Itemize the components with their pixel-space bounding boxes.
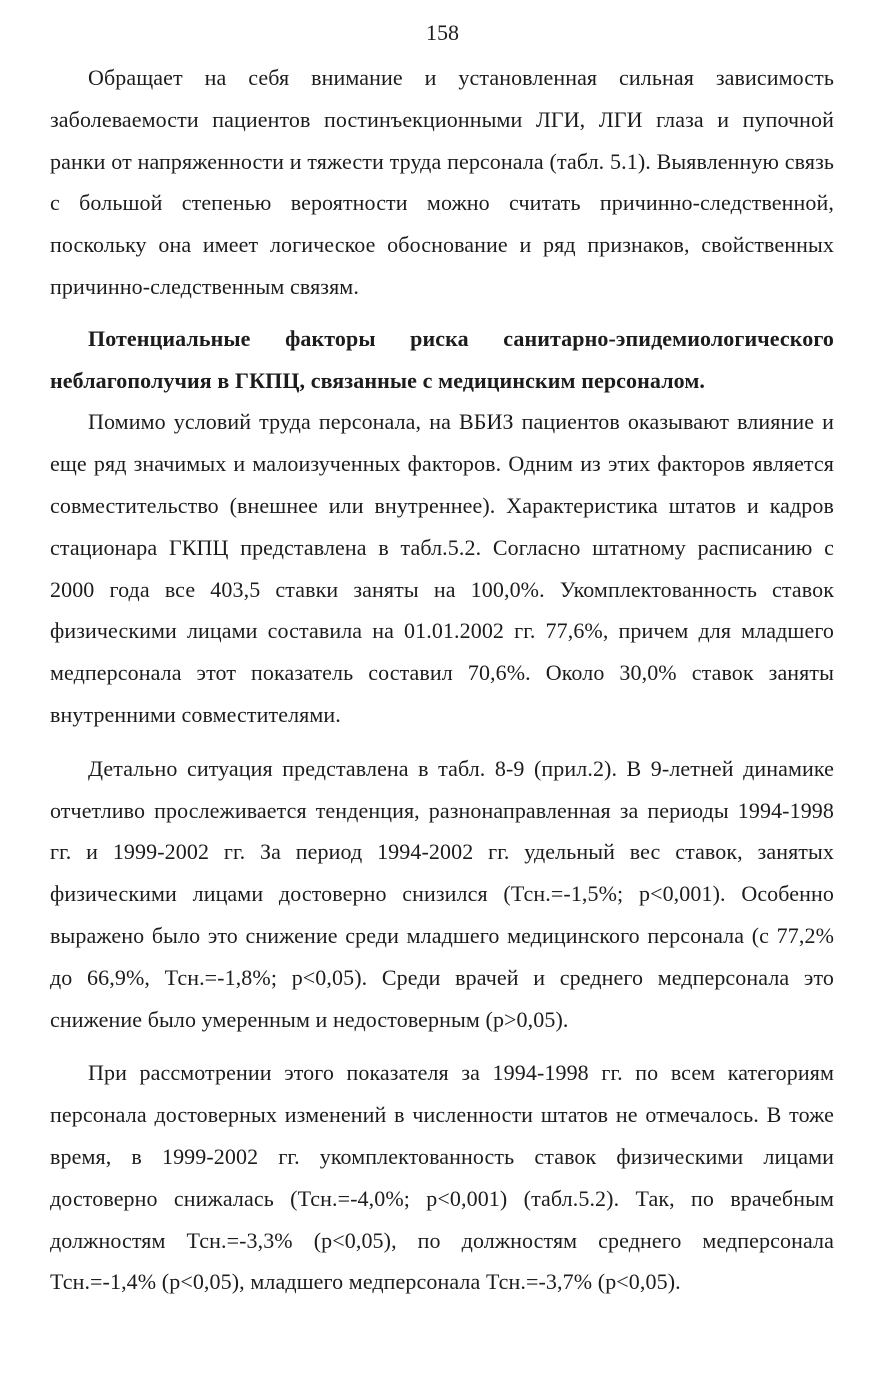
paragraph-dependency: Обращает на себя внимание и установленная сильная зависимость заболеваемости пациентов постинъекционными ЛГИ, ЛГИ глаза и пупочной ранки от напряженности и тяжести труда персонала (табл. 5.1). Выявленную связь с большой степенью вероятности можно считать причинно-следственной, поскольку она имеет логическое обоснование и ряд признаков, свойственных причинно-следственным связям. bbox=[50, 65, 834, 299]
paragraph-period-analysis: При рассмотрении этого показателя за 1994-1998 гг. по всем категориям персонала достоверных изменений в численности штатов не отмечалось. В тоже время, в 1999-2002 гг. укомплектованность ставок физическими лицами достоверно снижалась (Тсн.=-4,0%; p<0,001) (табл.5.2). Так, по врачебным должностям Тсн.=-3,3% (p<0,05), по должностям среднего медперсонала Тсн.=-1,4% (p<0,05), младшего медперсонала Тсн.=-3,7% (p<0,05). bbox=[50, 1060, 834, 1295]
page-body bbox=[50, 57, 834, 1303]
paragraph-dynamics: Детально ситуация представлена в табл. 8-9 (прил.2). В 9-летней динамике отчетливо прослеживается тенденция, разнонаправленная за периоды 1994-1998 гг. и 1999-2002 гг. За период 1994-2002 гг. удельный вес ставок, занятых физическими лицами достоверно снизился (Тсн.=-1,5%; p<0,001). Особенно выражено было это снижение среди младшего медицинского персонала (с 77,2% до 66,9%, Тсн.=-1,8%; p<0,05). Среди врачей и среднего медперсонала это снижение было умеренным и недостоверным (p>0,05). bbox=[50, 755, 834, 1032]
page-number: 158 bbox=[426, 20, 459, 45]
section-heading: Потенциальные факторы риска санитарно-эпидемиологического неблагополучия в ГКПЦ, связанные с медицинским персоналом. bbox=[50, 325, 834, 393]
paragraph-staffing: Помимо условий труда персонала, на ВБИЗ пациентов оказывают влияние и еще ряд значимых и малоизученных факторов. Одним из этих факторов является совместительство (внешнее или внутреннее). Характеристика штатов и кадров стационара ГКПЦ представлена в табл.5.2. Согласно штатному расписанию с 2000 года все 403,5 ставки заняты на 100,0%. Укомплектованность ставок физическими лицами составила на 01.01.2002 гг. 77,6%, причем для младшего медперсонала этот показатель составил 70,6%. Около 30,0% ставок заняты внутренними совместителями. bbox=[50, 409, 834, 727]
